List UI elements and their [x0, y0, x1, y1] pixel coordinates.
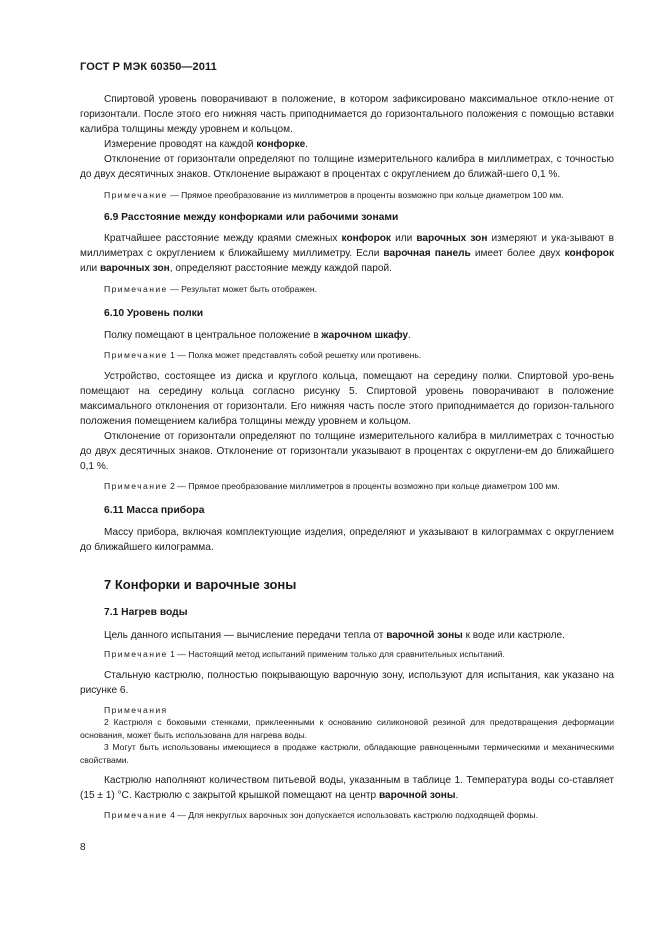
paragraph: Спиртовой уровень поворачивают в положение, в котором зафиксировано максимальное откло-нение от горизонтали. После этого его нижняя часть приподнимается до горизонтального положения с помощью вставки калибра толщины между уровнем и кольцом. — [80, 94, 614, 135]
note: Примечание 2 — Прямое преобразование миллиметров в проценты возможно при кольце диаметром 100 мм. — [104, 480, 560, 491]
note-label: Примечание — [104, 190, 168, 200]
note: Примечание 1 — Настоящий метод испытаний применим только для сравнительных испытаний. — [104, 649, 505, 659]
note-label: Примечание — [104, 480, 168, 491]
section-heading-6-11: 6.11 Масса прибора — [104, 505, 205, 516]
term: жарочном шкафу — [321, 330, 409, 341]
term: варочных зон — [416, 232, 488, 244]
note-label: Примечание — [104, 810, 168, 820]
term: конфорок — [564, 247, 614, 259]
note: Примечание — Прямое преобразование из миллиметров в проценты возможно при кольце диаметром 100 мм. — [104, 190, 564, 200]
section-heading-6-10: 6.10 Уровень полки — [104, 308, 204, 319]
page-content — [80, 92, 614, 822]
paragraph: Кратчайшее расстояние между краями смежных конфорок или варочных зон измеряют и ука-зывают в миллиметрах с округлением к ближайшему миллиметру. Если варочная панель имеет более двух конфорок или варочных зон, определяют расстояние между каждой парой. — [80, 232, 614, 274]
note: 2 Кастрюля с боковыми стенками, приклеенными к основанию силиконовой резиной для предотвращения деформации основания, может быть использована для нагрева воды. — [80, 717, 614, 740]
term: варочной зоны — [386, 630, 463, 641]
section-heading-7-1: 7.1 Нагрев воды — [104, 607, 188, 618]
term: конфорок — [341, 232, 391, 244]
paragraph: Отклонение от горизонтали определяют по толщине измерительного калибра в миллиметрах, с точностью до двух десятичных знаков. Отклонение выражают в процентах с округлением до ближай-шего 0,1 %. — [80, 154, 614, 180]
note-label: Примечание — [104, 350, 168, 360]
term: варочной зоны — [378, 790, 456, 801]
note-label: Примечание — [104, 649, 168, 659]
notes-heading — [80, 704, 614, 717]
paragraph: Устройство, состоящее из диска и круглого кольца, помещают на середину полки. Спиртовой уро-вень помещают на середину кольца согласно рисунку 5. Спиртовой уровень поворачивают в положение максимального отклонения от горизонтали. Его нижняя часть после этого приподнимается до горизон-тального положения помещением калибра толщины между уровнем и кольцом. — [80, 370, 614, 427]
term: конфорке — [256, 139, 306, 150]
paragraph: Стальную кастрюлю, полностью покрывающую варочную зону, используют для испытания, как указано на рисунке 6. — [80, 669, 614, 696]
paragraph: Кастрюлю наполняют количеством питьевой воды, указанным в таблице 1. Температура воды со-ставляет (15 ± 1) °С. Кастрюлю с закрытой крышкой помещают на центр варочной зоны. — [80, 775, 614, 801]
note: 3 Могут быть использованы имеющиеся в продаже кастрюли, обладающие равноценными термическими и механическими свойствами. — [80, 742, 614, 765]
paragraph: Измерение проводят на каждой конфорке. — [104, 139, 309, 150]
note: Примечание 4 — Для некруглых варочных зон допускается использовать кастрюлю подходящей формы. — [104, 810, 538, 820]
section-heading-6-9: 6.9 Расстояние между конфорками или рабочими зонами — [104, 211, 399, 223]
paragraph: Отклонение от горизонтали определяют по толщине измерительного калибра в миллиметрах с точностью до двух десятичных знаков. Отклонение от горизонтали указывают в процентах с округлени-ем до ближайшего 0,1 %. — [80, 430, 614, 472]
paragraph: Массу прибора, включая комплектующие изделия, определяют и указывают в килограммах с округлением до ближайшего килограмма. — [80, 527, 614, 553]
term: варочных зон — [99, 262, 170, 274]
note: Примечание — Результат может быть отображен. — [104, 283, 317, 294]
paragraph: Цель данного испытания — вычисление передачи тепла от варочной зоны к воде или кастрюле. — [104, 630, 565, 641]
paragraph: Полку помещают в центральное положение в жарочном шкафу. — [104, 330, 411, 341]
note-label: Примечание — [104, 283, 168, 294]
page-number: 8 — [80, 842, 86, 853]
term: варочная панель — [383, 247, 471, 259]
chapter-heading-7: 7 Конфорки и варочные зоны — [104, 577, 297, 592]
note: Примечание 1 — Полка может представлять собой решетку или противень. — [104, 350, 422, 360]
standard-header: ГОСТ Р МЭК 60350—2011 — [80, 61, 217, 73]
notes-label: Примечания — [104, 704, 168, 715]
